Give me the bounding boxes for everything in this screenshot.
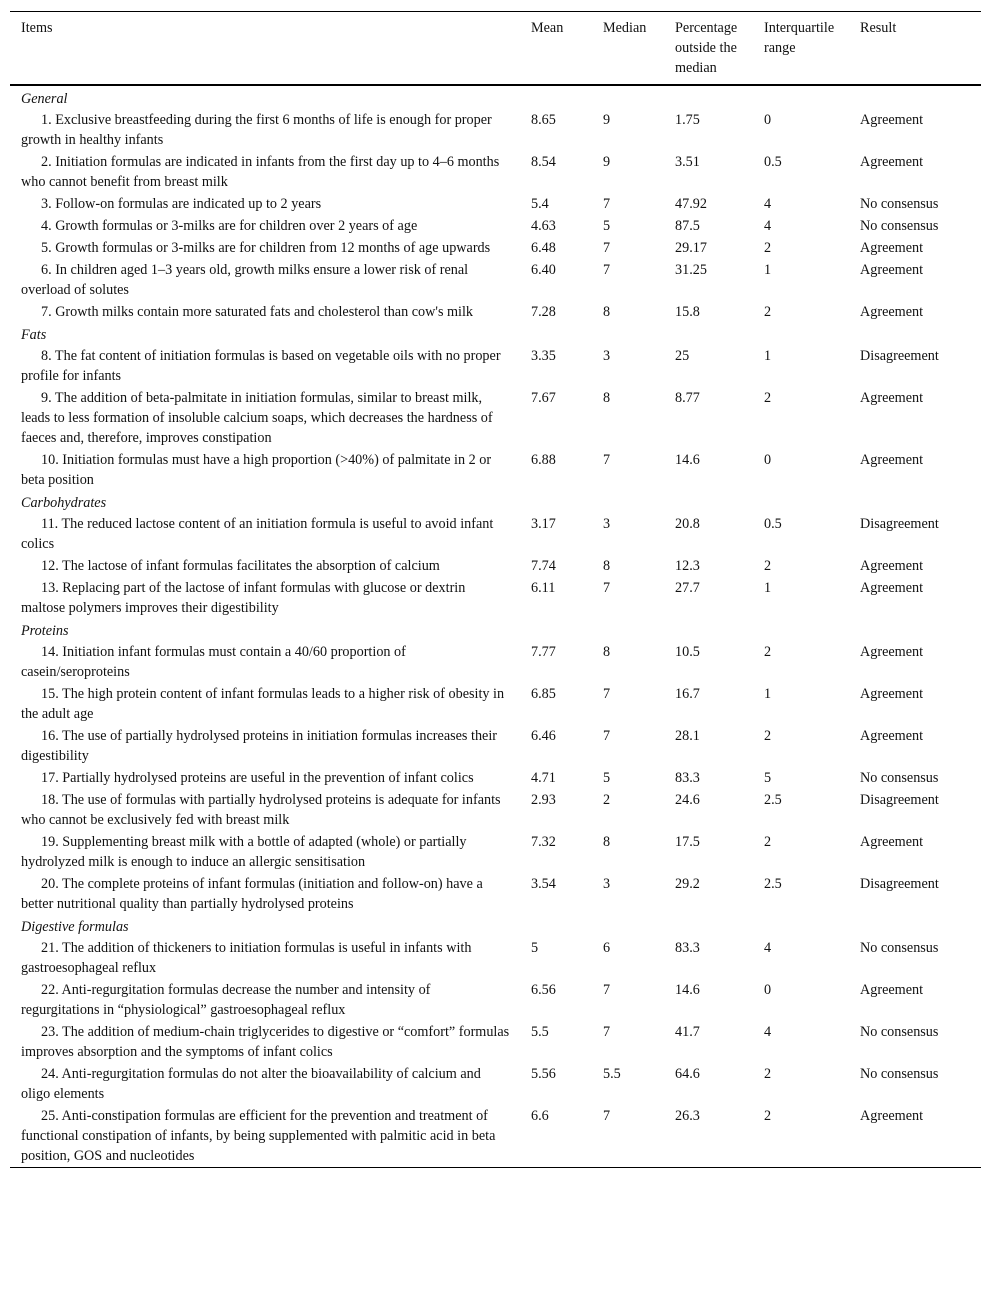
percentage-value: 16.7 xyxy=(675,686,700,702)
iqr-value: 2 xyxy=(764,728,772,744)
percentage-value: 17.5 xyxy=(675,834,700,850)
table-row xyxy=(10,831,981,873)
result-value: Agreement xyxy=(860,154,924,170)
iqr-value: 0 xyxy=(764,452,772,468)
percentage-value: 29.17 xyxy=(675,240,707,256)
table-row xyxy=(10,1021,981,1063)
section-title: Fats xyxy=(21,327,47,343)
iqr-value: 2 xyxy=(764,1108,772,1124)
item-statement: 9. The addition of beta-palmitate in initiation formulas, similar to breast milk, leads to less formation of insoluble calcium soaps, which decreases the hardness of faeces and, therefore, improves constipation xyxy=(21,390,493,446)
percentage-value: 12.3 xyxy=(675,558,700,574)
iqr-value: 1 xyxy=(764,262,772,278)
result-value: Agreement xyxy=(860,834,924,850)
median-value: 3 xyxy=(603,348,611,364)
percentage-value: 1.75 xyxy=(675,112,700,128)
table-row xyxy=(10,577,981,619)
item-statement: 4. Growth formulas or 3-milks are for children over 2 years of age xyxy=(41,218,418,234)
median-value: 5 xyxy=(603,770,611,786)
table-row xyxy=(10,151,981,193)
mean-value: 4.63 xyxy=(531,218,556,234)
table-body xyxy=(10,85,981,1168)
percentage-value: 20.8 xyxy=(675,516,700,532)
iqr-value: 2 xyxy=(764,390,772,406)
iqr-value: 2 xyxy=(764,834,772,850)
item-statement: 5. Growth formulas or 3-milks are for children from 12 months of age upwards xyxy=(41,240,491,256)
item-statement: 15. The high protein content of infant formulas leads to a higher risk of obesity in the adult age xyxy=(21,686,505,722)
median-value: 5.5 xyxy=(603,1066,621,1082)
mean-value: 6.48 xyxy=(531,240,556,256)
result-value: Agreement xyxy=(860,558,924,574)
item-statement: 17. Partially hydrolysed proteins are useful in the prevention of infant colics xyxy=(41,770,474,786)
median-value: 8 xyxy=(603,304,611,320)
item-statement: 18. The use of formulas with partially hydrolysed proteins is adequate for infants who cannot be exclusively fed with breast milk xyxy=(21,792,501,828)
iqr-value: 4 xyxy=(764,940,772,956)
header-result: Result xyxy=(860,20,897,36)
median-value: 9 xyxy=(603,154,611,170)
result-value: No consensus xyxy=(860,196,939,212)
table-row xyxy=(10,387,981,449)
mean-value: 6.6 xyxy=(531,1108,549,1124)
result-value: Agreement xyxy=(860,262,924,278)
table-row xyxy=(10,215,981,237)
mean-value: 6.88 xyxy=(531,452,556,468)
percentage-value: 83.3 xyxy=(675,770,700,786)
header-interquartile-range: Interquartile range xyxy=(764,20,835,56)
mean-value: 7.67 xyxy=(531,390,556,406)
result-value: Agreement xyxy=(860,686,924,702)
median-value: 3 xyxy=(603,876,611,892)
iqr-value: 0.5 xyxy=(764,516,782,532)
item-statement: 22. Anti-regurgitation formulas decrease the number and intensity of regurgitations in “physiological” gastroesophageal reflux xyxy=(21,982,431,1018)
item-statement: 12. The lactose of infant formulas facilitates the absorption of calcium xyxy=(41,558,440,574)
result-value: No consensus xyxy=(860,770,939,786)
item-statement: 25. Anti-constipation formulas are efficient for the prevention and treatment of functional constipation of infants, by being supplemented with palmitic acid in beta position, GOS and nucleotides xyxy=(21,1108,496,1164)
table-row xyxy=(10,725,981,767)
table-row xyxy=(10,193,981,215)
section-heading-row xyxy=(10,491,981,513)
iqr-value: 5 xyxy=(764,770,772,786)
table-row xyxy=(10,513,981,555)
median-value: 8 xyxy=(603,644,611,660)
iqr-value: 0 xyxy=(764,112,772,128)
mean-value: 3.17 xyxy=(531,516,556,532)
section-title: Carbohydrates xyxy=(21,495,107,511)
iqr-value: 0.5 xyxy=(764,154,782,170)
percentage-value: 27.7 xyxy=(675,580,700,596)
result-value: No consensus xyxy=(860,1066,939,1082)
median-value: 7 xyxy=(603,686,611,702)
header-percentage: Percentage outside the median xyxy=(675,20,738,76)
table-row xyxy=(10,345,981,387)
mean-value: 5 xyxy=(531,940,539,956)
percentage-value: 29.2 xyxy=(675,876,700,892)
mean-value: 5.4 xyxy=(531,196,549,212)
section-title: Digestive formulas xyxy=(21,919,129,935)
mean-value: 5.56 xyxy=(531,1066,556,1082)
item-statement: 2. Initiation formulas are indicated in infants from the first day up to 4–6 months who cannot benefit from breast milk xyxy=(21,154,500,190)
median-value: 7 xyxy=(603,262,611,278)
result-value: Agreement xyxy=(860,728,924,744)
table-row xyxy=(10,1105,981,1168)
percentage-value: 87.5 xyxy=(675,218,700,234)
median-value: 5 xyxy=(603,218,611,234)
iqr-value: 4 xyxy=(764,1024,772,1040)
iqr-value: 0 xyxy=(764,982,772,998)
iqr-value: 2 xyxy=(764,240,772,256)
result-value: Agreement xyxy=(860,452,924,468)
iqr-value: 2 xyxy=(764,644,772,660)
section-heading-row xyxy=(10,619,981,641)
item-statement: 10. Initiation formulas must have a high proportion (>40%) of palmitate in 2 or beta position xyxy=(21,452,492,488)
median-value: 9 xyxy=(603,112,611,128)
item-statement: 13. Replacing part of the lactose of infant formulas with glucose or dextrin maltose polymers improves their digestibility xyxy=(21,580,466,616)
percentage-value: 14.6 xyxy=(675,982,700,998)
median-value: 8 xyxy=(603,834,611,850)
item-statement: 23. The addition of medium-chain triglycerides to digestive or “comfort” formulas improves absorption and the symptoms of infant colics xyxy=(21,1024,510,1060)
result-value: Agreement xyxy=(860,1108,924,1124)
mean-value: 6.40 xyxy=(531,262,556,278)
median-value: 7 xyxy=(603,240,611,256)
iqr-value: 2 xyxy=(764,1066,772,1082)
iqr-value: 2 xyxy=(764,304,772,320)
percentage-value: 83.3 xyxy=(675,940,700,956)
median-value: 7 xyxy=(603,982,611,998)
mean-value: 4.71 xyxy=(531,770,556,786)
percentage-value: 15.8 xyxy=(675,304,700,320)
iqr-value: 2 xyxy=(764,558,772,574)
table-row xyxy=(10,301,981,323)
percentage-value: 3.51 xyxy=(675,154,700,170)
median-value: 8 xyxy=(603,558,611,574)
result-value: Agreement xyxy=(860,390,924,406)
mean-value: 6.11 xyxy=(531,580,556,596)
median-value: 7 xyxy=(603,452,611,468)
mean-value: 8.54 xyxy=(531,154,556,170)
median-value: 7 xyxy=(603,1024,611,1040)
mean-value: 3.35 xyxy=(531,348,556,364)
result-value: Disagreement xyxy=(860,876,939,892)
mean-value: 8.65 xyxy=(531,112,556,128)
section-heading-row xyxy=(10,915,981,937)
iqr-value: 2.5 xyxy=(764,792,782,808)
item-statement: 24. Anti-regurgitation formulas do not alter the bioavailability of calcium and oligo elements xyxy=(21,1066,481,1102)
median-value: 6 xyxy=(603,940,611,956)
table-row xyxy=(10,979,981,1021)
item-statement: 6. In children aged 1–3 years old, growth milks ensure a lower risk of renal overload of solutes xyxy=(21,262,469,298)
percentage-value: 14.6 xyxy=(675,452,700,468)
section-title: General xyxy=(21,91,68,107)
percentage-value: 31.25 xyxy=(675,262,707,278)
percentage-value: 41.7 xyxy=(675,1024,700,1040)
table-row xyxy=(10,449,981,491)
iqr-value: 2.5 xyxy=(764,876,782,892)
result-value: Agreement xyxy=(860,240,924,256)
item-statement: 16. The use of partially hydrolysed proteins in initiation formulas increases their digestibility xyxy=(21,728,497,764)
percentage-value: 28.1 xyxy=(675,728,700,744)
item-statement: 19. Supplementing breast milk with a bottle of adapted (whole) or partially hydrolyzed milk is enough to induce an allergic sensitisation xyxy=(21,834,467,870)
iqr-value: 1 xyxy=(764,686,772,702)
iqr-value: 4 xyxy=(764,196,772,212)
table-row xyxy=(10,683,981,725)
table-row xyxy=(10,873,981,915)
iqr-value: 4 xyxy=(764,218,772,234)
percentage-value: 8.77 xyxy=(675,390,700,406)
result-value: No consensus xyxy=(860,940,939,956)
mean-value: 2.93 xyxy=(531,792,556,808)
item-statement: 21. The addition of thickeners to initiation formulas is useful in infants with gastroesophageal reflux xyxy=(21,940,472,976)
item-statement: 3. Follow-on formulas are indicated up to 2 years xyxy=(41,196,322,212)
result-value: Disagreement xyxy=(860,516,939,532)
mean-value: 7.74 xyxy=(531,558,556,574)
result-value: Disagreement xyxy=(860,348,939,364)
consensus-table xyxy=(10,11,981,1168)
table-row xyxy=(10,259,981,301)
table-row xyxy=(10,789,981,831)
table-header xyxy=(10,12,981,86)
result-value: Agreement xyxy=(860,580,924,596)
result-value: Agreement xyxy=(860,644,924,660)
mean-value: 5.5 xyxy=(531,1024,549,1040)
item-statement: 20. The complete proteins of infant formulas (initiation and follow-on) have a better nutritional quality than partially hydrolysed proteins xyxy=(21,876,483,912)
result-value: Disagreement xyxy=(860,792,939,808)
item-statement: 14. Initiation infant formulas must contain a 40/60 proportion of casein/seroproteins xyxy=(21,644,406,680)
percentage-value: 24.6 xyxy=(675,792,700,808)
item-statement: 7. Growth milks contain more saturated fats and cholesterol than cow's milk xyxy=(41,304,474,320)
item-statement: 1. Exclusive breastfeeding during the first 6 months of life is enough for proper growth in healthy infants xyxy=(21,112,492,148)
result-value: No consensus xyxy=(860,1024,939,1040)
item-statement: 8. The fat content of initiation formulas is based on vegetable oils with no proper profile for infants xyxy=(21,348,501,384)
section-heading-row xyxy=(10,323,981,345)
percentage-value: 64.6 xyxy=(675,1066,700,1082)
table-row xyxy=(10,1063,981,1105)
table-row xyxy=(10,109,981,151)
median-value: 7 xyxy=(603,196,611,212)
table-row xyxy=(10,937,981,979)
table-row xyxy=(10,641,981,683)
median-value: 7 xyxy=(603,580,611,596)
header-mean: Mean xyxy=(531,20,564,36)
median-value: 2 xyxy=(603,792,611,808)
result-value: No consensus xyxy=(860,218,939,234)
percentage-value: 47.92 xyxy=(675,196,707,212)
iqr-value: 1 xyxy=(764,348,772,364)
table-row xyxy=(10,767,981,789)
header-median: Median xyxy=(603,20,647,36)
mean-value: 6.85 xyxy=(531,686,556,702)
mean-value: 6.56 xyxy=(531,982,556,998)
percentage-value: 25 xyxy=(675,348,690,364)
mean-value: 6.46 xyxy=(531,728,556,744)
percentage-value: 26.3 xyxy=(675,1108,700,1124)
header-items: Items xyxy=(21,20,53,36)
iqr-value: 1 xyxy=(764,580,772,596)
percentage-value: 10.5 xyxy=(675,644,700,660)
mean-value: 7.28 xyxy=(531,304,556,320)
mean-value: 3.54 xyxy=(531,876,556,892)
section-title: Proteins xyxy=(21,623,69,639)
median-value: 7 xyxy=(603,1108,611,1124)
result-value: Agreement xyxy=(860,112,924,128)
section-heading-row xyxy=(10,85,981,109)
result-value: Agreement xyxy=(860,304,924,320)
item-statement: 11. The reduced lactose content of an initiation formula is useful to avoid infant colics xyxy=(21,516,494,552)
median-value: 7 xyxy=(603,728,611,744)
median-value: 8 xyxy=(603,390,611,406)
result-value: Agreement xyxy=(860,982,924,998)
table-row xyxy=(10,555,981,577)
median-value: 3 xyxy=(603,516,611,532)
mean-value: 7.77 xyxy=(531,644,556,660)
table-row xyxy=(10,237,981,259)
mean-value: 7.32 xyxy=(531,834,556,850)
